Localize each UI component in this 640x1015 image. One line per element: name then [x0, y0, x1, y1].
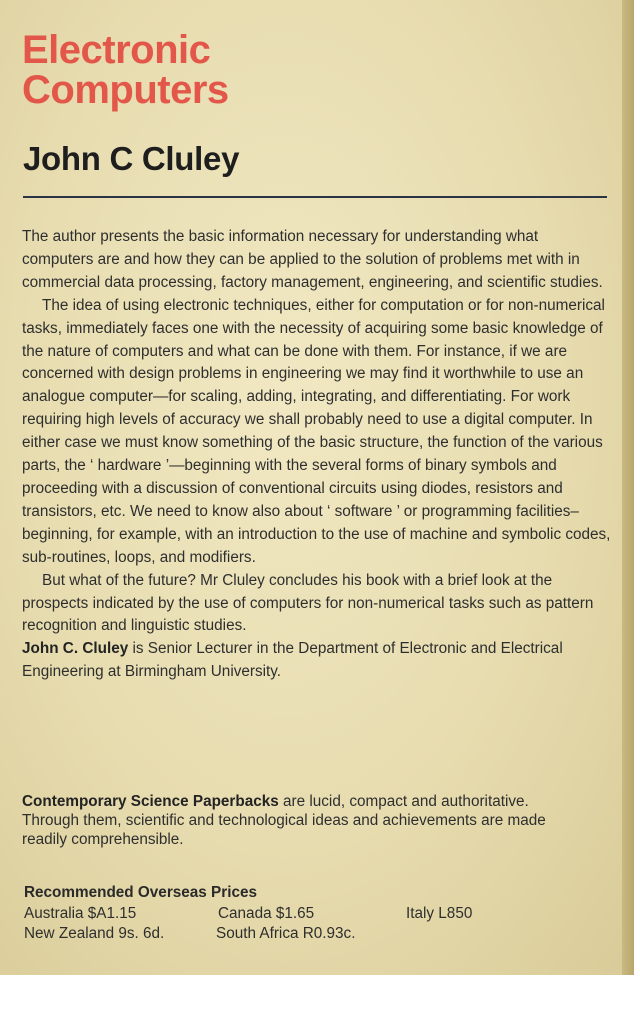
- series-name: Contemporary Science Paperbacks: [22, 793, 279, 810]
- blurb-paragraph-1: The author presents the basic information necessary for understanding what computers are and how they can be applied to the solution of problems met with in commercial data processing, factory management, engineering, and scientific studies.: [22, 228, 603, 291]
- book-title: [22, 30, 229, 110]
- price-australia: Australia $A1.15: [24, 905, 137, 922]
- author-name: John C Cluley: [23, 140, 240, 177]
- author-bio: [22, 638, 612, 684]
- book-title-line-2: Computers: [22, 68, 229, 112]
- price-south-africa: South Africa R0.93c.: [216, 924, 356, 942]
- series-description: [22, 792, 582, 850]
- price-italy: Italy L850: [406, 905, 473, 922]
- divider-rule: [23, 196, 607, 198]
- prices-row: [24, 924, 584, 944]
- prices-heading: Recommended Overseas Prices: [24, 884, 257, 901]
- author-bio-name: John C. Cluley: [22, 640, 129, 658]
- blurb-paragraph-3: But what of the future? Mr Cluley concludes his book with a brief look at the prospects indicated by the use of computers for non-numerical tasks such as pattern recognition and linguistic studies.: [22, 571, 594, 635]
- series-text: are lucid, compact and authoritative. Through them, scientific and technological ideas and achievements are made readily comprehensible.: [22, 793, 546, 849]
- price-canada: Canada $1.65: [218, 905, 315, 922]
- price-new-zealand: New Zealand 9s. 6d.: [24, 924, 165, 942]
- book-title-line-1: Electronic: [22, 28, 211, 72]
- prices-row: [24, 904, 584, 924]
- author-bio-text: is Senior Lecturer in the Department of Electronic and Electrical Engineering at Birmingham University.: [22, 640, 563, 681]
- spine-edge: [622, 0, 634, 975]
- blurb-paragraph-2: The idea of using electronic techniques, either for computation or for non-numerical tasks, immediately faces one with the necessity of acquiring some basic knowledge of the nature of computers and what can be done with them. For instance, if we are concerned with design problems in engineering we may find it worthwhile to use an analogue computer—for scaling, adding, integrating, and differentiating. For work requiring high levels of accuracy we shall probably need to use a digital computer. In either case we must know something of the basic structure, the function of the various parts, the ‘ hardware ’—beginning with the several forms of binary symbols and proceeding with a discussion of conventional circuits using diodes, resistors and transistors, etc. We need to know also about ‘ software ’ or programming facilities–beginning, for example, with an introduction to the use of machine and symbolic codes, sub-routines, loops, and modifiers.: [22, 296, 611, 566]
- blurb-text: [22, 226, 612, 684]
- prices-table: [24, 904, 584, 943]
